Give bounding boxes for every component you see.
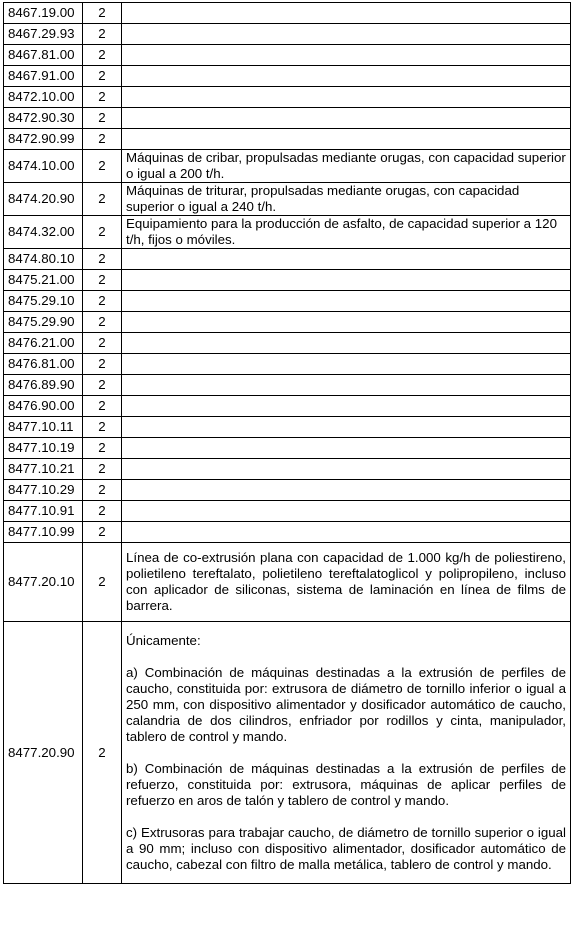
description-cell	[122, 66, 571, 87]
rate-cell: 2	[83, 249, 122, 270]
table-row	[4, 522, 571, 543]
rate-cell: 2	[83, 270, 122, 291]
rate-cell: 2	[83, 150, 122, 183]
table-row	[4, 3, 571, 24]
description-cell	[122, 108, 571, 129]
description-cell	[122, 333, 571, 354]
description-cell: Máquinas de cribar, propulsadas mediante orugas, con capacidad superior o igual a 200 t/h.	[122, 150, 571, 183]
description-cell: Equipamiento para la producción de asfalto, de capacidad superior a 120 t/h, fijos o móviles.	[122, 216, 571, 249]
tariff-code-cell: 8476.90.00	[4, 396, 83, 417]
tariff-code-cell: 8475.21.00	[4, 270, 83, 291]
description-paragraph: b) Combinación de máquinas destinadas a la extrusión de perfiles de refuerzo, constituida por: extrusora, máquinas de aplicar perfiles de refuerzo en aros de talón y tablero de control y mando.	[126, 761, 566, 808]
rate-cell: 2	[83, 45, 122, 66]
rate-cell: 2	[83, 108, 122, 129]
table-row	[4, 183, 571, 216]
rate-cell: 2	[83, 543, 122, 622]
description-cell	[122, 522, 571, 543]
rate-cell: 2	[83, 333, 122, 354]
tariff-code-cell: 8477.10.19	[4, 438, 83, 459]
rate-cell: 2	[83, 459, 122, 480]
description-cell	[122, 249, 571, 270]
table-row	[4, 438, 571, 459]
description-cell	[122, 45, 571, 66]
table-row	[4, 270, 571, 291]
rate-cell: 2	[83, 66, 122, 87]
table-row	[4, 622, 571, 884]
table-row	[4, 543, 571, 622]
tariff-code-cell: 8467.81.00	[4, 45, 83, 66]
rate-cell: 2	[83, 501, 122, 522]
table-row	[4, 459, 571, 480]
tariff-code-cell: 8474.20.90	[4, 183, 83, 216]
description-cell: Máquinas de triturar, propulsadas mediante orugas, con capacidad superior o igual a 240 t/h.	[122, 183, 571, 216]
table-row	[4, 45, 571, 66]
description-cell	[122, 459, 571, 480]
rate-cell: 2	[83, 480, 122, 501]
description-cell	[122, 480, 571, 501]
table-row	[4, 249, 571, 270]
rate-cell: 2	[83, 622, 122, 884]
tariff-table	[3, 2, 571, 884]
table-row	[4, 216, 571, 249]
table-row	[4, 396, 571, 417]
description-cell	[122, 3, 571, 24]
table-row	[4, 354, 571, 375]
description-cell	[122, 270, 571, 291]
rate-cell: 2	[83, 312, 122, 333]
table-row	[4, 129, 571, 150]
description-cell: Línea de co-extrusión plana con capacidad de 1.000 kg/h de poliestireno, polietileno tereftalato, polietileno tereftalatoglicol y polipropileno, incluso con aplicador de siliconas, sistema de laminación en línea de films de barrera.	[122, 543, 571, 622]
rate-cell: 2	[83, 216, 122, 249]
description-paragraph: Únicamente:	[126, 633, 201, 648]
tariff-code-cell: 8472.90.30	[4, 108, 83, 129]
description-cell	[122, 396, 571, 417]
tariff-code-cell: 8472.10.00	[4, 87, 83, 108]
description-cell	[122, 312, 571, 333]
rate-cell: 2	[83, 354, 122, 375]
tariff-code-cell: 8474.10.00	[4, 150, 83, 183]
rate-cell: 2	[83, 417, 122, 438]
description-cell	[122, 438, 571, 459]
description-cell	[122, 501, 571, 522]
description-cell	[122, 24, 571, 45]
table-row	[4, 66, 571, 87]
tariff-code-cell: 8477.20.90	[4, 622, 83, 884]
table-row	[4, 375, 571, 396]
rate-cell: 2	[83, 438, 122, 459]
table-row	[4, 24, 571, 45]
table-row	[4, 417, 571, 438]
tariff-code-cell: 8477.10.29	[4, 480, 83, 501]
tariff-code-cell: 8467.29.93	[4, 24, 83, 45]
tariff-code-cell: 8467.91.00	[4, 66, 83, 87]
description-paragraph: a) Combinación de máquinas destinadas a la extrusión de perfiles de caucho, constituida por: extrusora de diámetro de tornillo inferior o igual a 250 mm, con dispositivo alimentador y dosificador automático de caucho, calandria de dos cilindros, enfriador por rodillos y cinta, manipulador, tablero de control y mando.	[126, 665, 566, 744]
tariff-code-cell: 8477.10.11	[4, 417, 83, 438]
rate-cell: 2	[83, 183, 122, 216]
table-row	[4, 108, 571, 129]
tariff-code-cell: 8476.21.00	[4, 333, 83, 354]
rate-cell: 2	[83, 24, 122, 45]
rate-cell: 2	[83, 87, 122, 108]
tariff-code-cell: 8477.20.10	[4, 543, 83, 622]
tariff-code-cell: 8477.10.21	[4, 459, 83, 480]
tariff-code-cell: 8474.80.10	[4, 249, 83, 270]
tariff-code-cell: 8477.10.99	[4, 522, 83, 543]
description-cell	[122, 129, 571, 150]
table-row	[4, 501, 571, 522]
tariff-code-cell: 8472.90.99	[4, 129, 83, 150]
tariff-code-cell: 8474.32.00	[4, 216, 83, 249]
table-row	[4, 333, 571, 354]
tariff-code-cell: 8475.29.90	[4, 312, 83, 333]
table-row	[4, 87, 571, 108]
tariff-code-cell: 8477.10.91	[4, 501, 83, 522]
description-cell	[122, 375, 571, 396]
rate-cell: 2	[83, 375, 122, 396]
description-cell	[122, 622, 571, 884]
tariff-table-body	[4, 3, 571, 884]
description-cell	[122, 354, 571, 375]
description-cell	[122, 291, 571, 312]
table-row	[4, 312, 571, 333]
tariff-code-cell: 8467.19.00	[4, 3, 83, 24]
rate-cell: 2	[83, 129, 122, 150]
rate-cell: 2	[83, 522, 122, 543]
table-row	[4, 150, 571, 183]
tariff-code-cell: 8476.89.90	[4, 375, 83, 396]
rate-cell: 2	[83, 396, 122, 417]
table-row	[4, 291, 571, 312]
rate-cell: 2	[83, 3, 122, 24]
description-cell	[122, 87, 571, 108]
description-paragraph: c) Extrusoras para trabajar caucho, de diámetro de tornillo superior o igual a 90 mm; incluso con dispositivo alimentador, dosificador automático de caucho, cabezal con filtro de malla metálica, tablero de control y mando.	[126, 825, 566, 872]
table-row	[4, 480, 571, 501]
tariff-code-cell: 8476.81.00	[4, 354, 83, 375]
tariff-code-cell: 8475.29.10	[4, 291, 83, 312]
rate-cell: 2	[83, 291, 122, 312]
description-cell	[122, 417, 571, 438]
